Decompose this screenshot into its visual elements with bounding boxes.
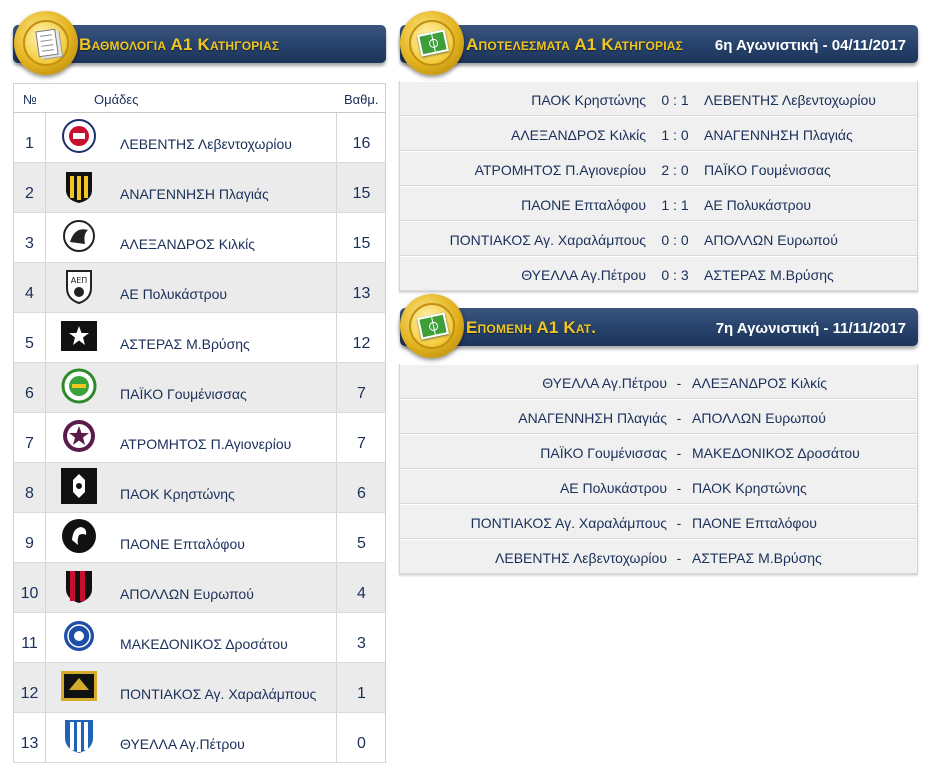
home-team: ΘΥΕΛΛΑ Αγ.Πέτρου — [521, 267, 646, 283]
pitch-icon — [409, 303, 455, 349]
team-rank: 8 — [25, 485, 34, 502]
team-points: 15 — [352, 185, 371, 202]
home-team: ΑΝΑΓΕΝΝΗΣΗ Πλαγιάς — [518, 410, 667, 426]
table-row — [13, 663, 386, 713]
away-team: ΑΕ Πολυκάστρου — [704, 197, 812, 213]
fixture-row — [400, 434, 917, 469]
home-team: ΠΑΪΚΟ Γουμένισσας — [540, 445, 667, 461]
row-divider — [45, 313, 46, 362]
standings-table — [13, 83, 386, 763]
team-name: ΠΑΪΚΟ Γουμένισσας — [120, 386, 247, 402]
team-name: ΛΕΒΕΝΤΗΣ Λεβεντοχωρίου — [120, 136, 292, 152]
team-rank: 11 — [21, 635, 38, 652]
home-team: ΑΤΡΟΜΗΤΟΣ Π.Αγιονερίου — [474, 162, 646, 178]
table-row — [13, 213, 386, 263]
fixture-row — [400, 469, 917, 504]
result-row — [400, 186, 917, 221]
home-team: ΠΑΟΝΕ Επταλόφου — [521, 197, 646, 213]
fixture-separator: - — [676, 410, 682, 426]
match-score: 0 : 1 — [661, 92, 689, 108]
team-rank: 6 — [25, 385, 34, 402]
result-row — [400, 256, 917, 291]
row-divider — [45, 713, 46, 762]
away-team: ΛΕΒΕΝΤΗΣ Λεβεντοχωρίου — [704, 92, 876, 108]
result-row — [400, 151, 917, 186]
pontiakos-logo — [61, 668, 97, 704]
fixture-separator: - — [676, 550, 682, 566]
row-divider — [45, 613, 46, 662]
team-rank: 10 — [20, 585, 39, 602]
team-points: 15 — [352, 235, 371, 252]
team-rank: 4 — [25, 285, 34, 302]
apollon-logo — [61, 568, 97, 604]
team-points: 7 — [357, 385, 366, 402]
makedonikos-logo — [61, 618, 97, 654]
rank-column-header: № — [23, 92, 37, 107]
row-divider — [45, 663, 46, 712]
points-column-header: Βαθμ. — [344, 92, 379, 107]
paone-logo — [61, 518, 97, 554]
table-row — [13, 113, 386, 163]
team-name: ΑΝΑΓΕΝΝΗΣΗ Πλαγιάς — [120, 186, 269, 202]
team-points: 6 — [357, 485, 366, 502]
next-header — [400, 308, 918, 346]
result-row — [400, 221, 917, 256]
team-rank: 1 — [25, 135, 34, 152]
match-score: 2 : 0 — [661, 162, 689, 178]
table-row — [13, 713, 386, 763]
team-points: 4 — [357, 585, 366, 602]
home-team: ΑΕ Πολυκάστρου — [559, 480, 667, 496]
table-row — [13, 363, 386, 413]
fixture-row — [400, 364, 917, 399]
paiko-logo — [61, 368, 97, 404]
away-team: ΠΑΟΝΕ Επταλόφου — [692, 515, 817, 531]
next-badge — [400, 294, 464, 358]
away-team: ΜΑΚΕΔΟΝΙΚΟΣ Δροσάτου — [692, 445, 860, 461]
home-team: ΠΑΟΚ Κρηστώνης — [531, 92, 646, 108]
standings-table-header — [13, 83, 386, 113]
row-divider — [45, 263, 46, 312]
row-divider — [45, 213, 46, 262]
table-row — [13, 563, 386, 613]
row-divider — [45, 563, 46, 612]
table-row — [13, 463, 386, 513]
row-divider — [45, 463, 46, 512]
team-rank: 7 — [25, 435, 34, 452]
svg-text:ΑΕΠ: ΑΕΠ — [70, 276, 88, 285]
leventis-logo — [61, 118, 97, 154]
team-name: ΜΑΚΕΔΟΝΙΚΟΣ Δροσάτου — [120, 636, 288, 652]
fixture-row — [400, 504, 917, 539]
home-team: ΠΟΝΤΙΑΚΟΣ Αγ. Χαραλάμπους — [470, 515, 667, 531]
next-round: 7η Αγωνιστική - 11/11/2017 — [715, 320, 906, 337]
table-row — [13, 413, 386, 463]
away-team: ΑΝΑΓΕΝΝΗΣΗ Πλαγιάς — [704, 127, 853, 143]
fixture-separator: - — [676, 375, 682, 391]
results-panel — [399, 81, 918, 292]
document-icon — [23, 20, 69, 66]
match-score: 0 : 0 — [661, 232, 689, 248]
team-name: ΑΣΤΕΡΑΣ Μ.Βρύσης — [120, 336, 250, 352]
away-team: ΑΠΟΛΛΩΝ Ευρωπού — [692, 410, 826, 426]
team-points: 12 — [352, 335, 371, 352]
away-team: ΑΠΟΛΛΩΝ Ευρωπού — [704, 232, 838, 248]
ae-polykastrou-logo — [61, 268, 97, 304]
home-team: ΘΥΕΛΛΑ Αγ.Πέτρου — [542, 375, 667, 391]
table-row — [13, 163, 386, 213]
standings-title: Βαθμολογια Α1 Κατηγοριας — [79, 35, 280, 54]
fixture-separator: - — [676, 515, 682, 531]
match-score: 0 : 3 — [661, 267, 689, 283]
next-panel — [399, 364, 918, 575]
pitch-icon — [409, 20, 455, 66]
paok-logo — [61, 468, 97, 504]
fixture-separator: - — [676, 445, 682, 461]
home-team: ΑΛΕΞΑΝΔΡΟΣ Κιλκίς — [510, 127, 646, 143]
standings-badge — [14, 11, 78, 75]
team-name: ΠΟΝΤΙΑΚΟΣ Αγ. Χαραλάμπους — [120, 686, 317, 702]
thyella-logo — [61, 718, 97, 754]
anagennisi-logo — [61, 168, 97, 204]
team-name: ΠΑΟΚ Κρηστώνης — [120, 486, 235, 502]
atromitos-logo — [61, 418, 97, 454]
team-rank: 2 — [25, 185, 34, 202]
result-row — [400, 116, 917, 151]
team-name: ΑΠΟΛΛΩΝ Ευρωπού — [120, 586, 254, 602]
team-column-header: Ομάδες — [94, 92, 139, 107]
results-header — [400, 25, 918, 63]
away-team: ΑΛΕΞΑΝΔΡΟΣ Κιλκίς — [692, 375, 828, 391]
results-badge — [400, 11, 464, 75]
team-name: ΘΥΕΛΛΑ Αγ.Πέτρου — [120, 736, 245, 752]
team-rank: 9 — [25, 535, 34, 552]
team-points: 1 — [357, 685, 366, 702]
team-points: 0 — [357, 735, 366, 752]
home-team: ΛΕΒΕΝΤΗΣ Λεβεντοχωρίου — [495, 550, 667, 566]
team-points: 3 — [357, 635, 366, 652]
fixture-separator: - — [676, 480, 682, 496]
team-points: 13 — [352, 285, 371, 302]
fixture-row — [400, 399, 917, 434]
match-score: 1 : 0 — [661, 127, 689, 143]
team-name: ΑΤΡΟΜΗΤΟΣ Π.Αγιονερίου — [120, 436, 292, 452]
table-row — [13, 513, 386, 563]
row-divider — [45, 513, 46, 562]
fixture-row — [400, 539, 917, 574]
match-score: 1 : 1 — [661, 197, 689, 213]
team-rank: 5 — [25, 335, 34, 352]
away-team: ΠΑΪΚΟ Γουμένισσας — [704, 162, 831, 178]
results-round: 6η Αγωνιστική - 04/11/2017 — [714, 37, 906, 54]
home-team: ΠΟΝΤΙΑΚΟΣ Αγ. Χαραλάμπους — [449, 232, 646, 248]
team-name: ΑΛΕΞΑΝΔΡΟΣ Κιλκίς — [120, 236, 256, 252]
team-points: 16 — [352, 135, 371, 152]
table-row — [13, 313, 386, 363]
alexandros-logo — [61, 218, 97, 254]
table-row — [13, 613, 386, 663]
away-team: ΑΣΤΕΡΑΣ Μ.Βρύσης — [704, 267, 834, 283]
team-rank: 3 — [25, 235, 34, 252]
team-name: ΑΕ Πολυκάστρου — [120, 286, 228, 302]
team-points: 5 — [357, 535, 366, 552]
row-divider — [45, 163, 46, 212]
away-team: ΠΑΟΚ Κρηστώνης — [692, 480, 807, 496]
team-rank: 12 — [20, 685, 39, 702]
next-title: Επομενη Α1 Κατ. — [466, 318, 597, 337]
team-points: 7 — [357, 435, 366, 452]
team-name: ΠΑΟΝΕ Επταλόφου — [120, 536, 245, 552]
asteras-logo — [61, 318, 97, 354]
row-divider — [45, 413, 46, 462]
row-divider — [45, 113, 46, 162]
table-row — [13, 263, 386, 313]
results-title: Αποτελεσματα Α1 Κατηγοριας — [466, 35, 684, 54]
result-row — [400, 81, 917, 116]
away-team: ΑΣΤΕΡΑΣ Μ.Βρύσης — [692, 550, 822, 566]
row-divider — [45, 363, 46, 412]
team-rank: 13 — [20, 735, 39, 752]
